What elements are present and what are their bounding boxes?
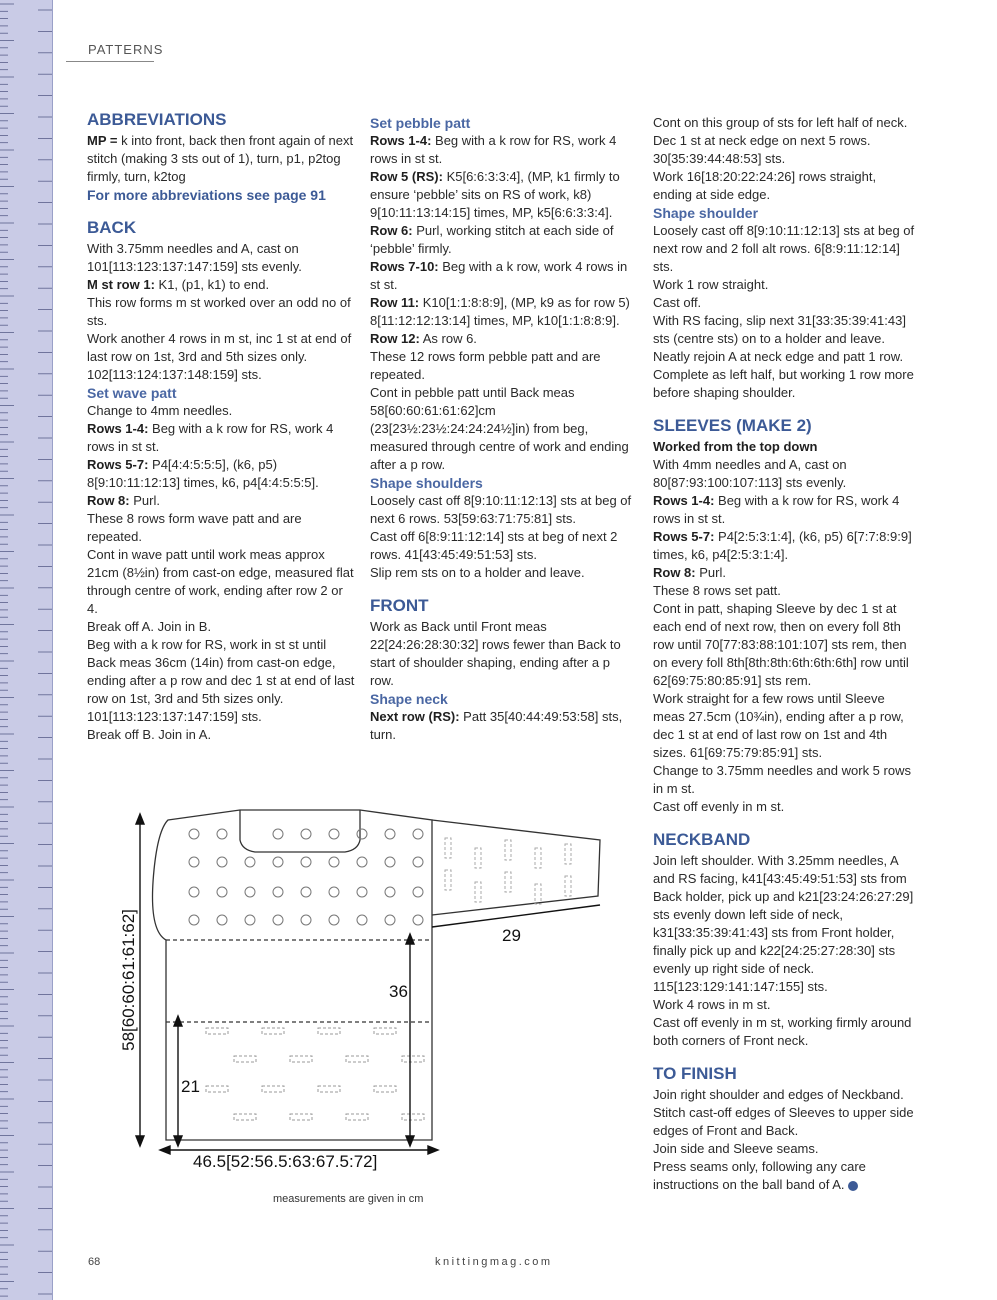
pebble-mark	[273, 829, 283, 839]
sleeves-para-5: Change to 3.75mm needles and work 5 rows in m st.	[653, 763, 911, 796]
sleeve-mark	[475, 848, 481, 868]
wave-label: 21	[181, 1077, 200, 1096]
pebble-mark	[301, 857, 311, 867]
pebble-mark	[245, 915, 255, 925]
pebble-mark	[357, 915, 367, 925]
wave-pattern	[206, 1028, 424, 1120]
wave-para-4: Break off A. Join in B.	[87, 619, 212, 634]
back-heading: BACK	[87, 218, 137, 237]
pebble-mark	[329, 857, 339, 867]
neckband-para-3: Cast off evenly in m st, working firmly around both corners of Front neck.	[653, 1015, 912, 1048]
sleeve-pattern	[445, 838, 571, 904]
mst-term: M st row 1:	[87, 277, 155, 292]
sleeve-outline	[432, 820, 600, 915]
neckband-para-1: Join left shoulder. With 3.25mm needles, A and RS facing, k41[43:45:49:51:53] sts from Back holder, pick up and k21[23:24:26:27:29] sts evenly down left side of neck, k31[33:35:39:41:43] sts from Front holder, finally pick up and k22[24:25:27:28:30] sts evenly up right side of neck. 115[123:129:141:147:155] sts.	[653, 853, 914, 994]
sleeve-mark	[475, 882, 481, 902]
pebble-row-12	[370, 330, 632, 348]
pebble-mark	[385, 887, 395, 897]
front-para-1: Work as Back until Front meas 22[24:26:28:30:32] rows fewer than Back to start of shoulder shaping, ending after a p row.	[370, 619, 621, 688]
pebble-mark	[189, 887, 199, 897]
pebble-mark	[385, 857, 395, 867]
rows-text: Patt 35[40:44:49:53:58] sts, turn.	[370, 709, 623, 742]
neck-para-1: Cont on this group of sts for left half of neck.	[653, 115, 908, 130]
shoulder-para-1: Loosely cast off 8[9:10:11:12:13] sts at beg of next row and 2 foll alt rows. 6[8:9:11:12:14] sts.	[653, 223, 915, 274]
neck-para-3: Work 16[18:20:22:24:26] rows straight, ending at side edge.	[653, 169, 877, 202]
pebble-mark	[357, 829, 367, 839]
shoulder-para-4: With RS facing, slip next 31[33:35:39:41:43] sts (centre sts) on to a holder and leave. Neatly rejoin A at neck edge and patt 1 row.	[653, 313, 906, 364]
sleeve-mark	[565, 844, 571, 864]
sleeve-arrow	[432, 905, 600, 927]
column-2	[370, 114, 632, 744]
shoulders-para-2: Cast off 6[8:9:11:12:14] sts at beg of next 2 rows. 41[43:45:49:51:53] sts.	[370, 529, 618, 562]
body-label: 36	[389, 982, 408, 1001]
back-para-2: This row forms m st worked over an odd no of sts.	[87, 295, 351, 328]
sleeves-rows-5-7	[653, 528, 918, 564]
shoulder-para-3: Cast off.	[653, 295, 702, 310]
pebble-mark	[273, 915, 283, 925]
side-ruler	[0, 0, 53, 1300]
neck-para-2: Dec 1 st at neck edge on next 5 rows. 30[35:39:44:48:53] sts.	[653, 133, 871, 166]
sleeve-mark	[565, 876, 571, 896]
wave-para-5: Beg with a k row for RS, work in st st until Back meas 36cm (14in) from cast-on edge, ending after a p row and dec 1 st at end of last row on 1st, 3rd and 5th sizes only. 101[113:123:137:147:159] sts.	[87, 637, 355, 724]
sleeves-para-2: These 8 rows set patt.	[653, 583, 781, 598]
rows-term: Row 12:	[370, 331, 420, 346]
sleeves-heading: SLEEVES (MAKE 2)	[653, 416, 812, 435]
finish-para-2: Join side and Sleeve seams.	[653, 1141, 819, 1156]
to-finish-heading: TO FINISH	[653, 1064, 737, 1083]
pebble-row-11	[370, 294, 632, 330]
pebble-mark	[385, 829, 395, 839]
rows-term: Row 6:	[370, 223, 413, 238]
shoulder-para-5: Complete as left half, but working 1 row more before shaping shoulder.	[653, 367, 914, 400]
finish-para-1: Join right shoulder and edges of Neckband. Stitch cast-off edges of Sleeves to upper side edges of Front and Back.	[653, 1087, 914, 1138]
pebble-mark	[413, 857, 423, 867]
sleeve-mark	[505, 872, 511, 892]
rows-text: Purl.	[695, 565, 726, 580]
pebble-row-6	[370, 222, 632, 258]
front-heading: FRONT	[370, 596, 429, 615]
wave-mark	[318, 1028, 340, 1034]
pebble-mark	[413, 915, 423, 925]
pebble-mark	[273, 887, 283, 897]
pebble-mark	[189, 857, 199, 867]
wave-mark	[290, 1056, 312, 1062]
wave-mark	[234, 1056, 256, 1062]
pebble-rows-1-4	[370, 132, 632, 168]
rows-term: Rows 1-4:	[370, 133, 432, 148]
rows-term: Rows 1-4:	[653, 493, 715, 508]
column-3	[653, 114, 918, 1194]
header-rule	[66, 61, 154, 62]
pebble-mark	[217, 857, 227, 867]
rows-text: Beg with a k row for RS, work 4 rows in st st.	[370, 133, 617, 166]
pebble-mark	[273, 857, 283, 867]
pebble-mark	[217, 829, 227, 839]
shoulders-para-3: Slip rem sts on to a holder and leave.	[370, 565, 585, 580]
pebble-row-5	[370, 168, 632, 222]
sleeves-para-3: Cont in patt, shaping Sleeve by dec 1 st at each end of next row, then on every foll 8th row until 70[77:83:88:101:107] sts rem, then on every foll 8th[8th:8th:6th:6th:6th] row until 62[69:75:80:85:91] sts rem.	[653, 601, 909, 688]
pebble-mark	[357, 857, 367, 867]
mst-text: K1, (p1, k1) to end.	[154, 277, 270, 292]
shoulder-para-2: Work 1 row straight.	[653, 277, 769, 292]
rows-term: Row 5 (RS):	[370, 169, 443, 184]
rows-term: Rows 1-4:	[87, 421, 149, 436]
wave-mark	[262, 1086, 284, 1092]
wave-mark	[234, 1114, 256, 1120]
pebble-mark	[329, 887, 339, 897]
section-label: PATTERNS	[88, 42, 164, 57]
mp-definition	[87, 132, 355, 186]
abbreviations-heading: ABBREVIATIONS	[87, 110, 227, 129]
shape-shoulders-heading: Shape shoulders	[370, 475, 483, 491]
wave-mark	[206, 1028, 228, 1034]
rows-term: Next row (RS):	[370, 709, 460, 724]
wave-para-1: Change to 4mm needles.	[87, 403, 233, 418]
rows-term: Row 8:	[653, 565, 696, 580]
sleeve-mark	[505, 840, 511, 860]
pebble-mark	[301, 915, 311, 925]
rows-text: As row 6.	[419, 331, 477, 346]
wave-mark	[374, 1028, 396, 1034]
mst-row	[87, 276, 355, 294]
rows-term: Rows 5-7:	[653, 529, 715, 544]
rows-term: Row 11:	[370, 295, 420, 310]
wave-rows-5-7	[87, 456, 355, 492]
rows-text: P4[2:5:3:1:4], (k6, p5) 6[7:7:8:9:9] times, k6, p4[2:5:3:1:4].	[653, 529, 912, 562]
pebble-mark	[385, 915, 395, 925]
wave-mark	[290, 1114, 312, 1120]
finish-text: Press seams only, following any care instructions on the ball band of A.	[653, 1159, 866, 1192]
sleeve-mark	[445, 870, 451, 890]
pebble-mark	[245, 857, 255, 867]
wave-para-2: These 8 rows form wave patt and are repeated.	[87, 511, 302, 544]
sleeves-rows-1-4	[653, 492, 918, 528]
rows-text: Purl.	[129, 493, 160, 508]
pebble-mark	[217, 887, 227, 897]
sleeves-para-1: With 4mm needles and A, cast on 80[87:93:100:107:113] sts evenly.	[653, 457, 847, 490]
end-mark-icon	[848, 1181, 858, 1191]
pebble-rows-7-10	[370, 258, 632, 294]
mp-text: k into front, back then front again of next stitch (making 3 sts out of 1), turn, p1, p2tog firmly, turn, k2tog	[87, 133, 354, 184]
wave-mark	[402, 1114, 424, 1120]
site-url: knittingmag.com	[435, 1256, 553, 1268]
rows-text: Beg with a k row, work 4 rows in st st.	[370, 259, 628, 292]
rows-text: K10[1:1:8:8:9], (MP, k9 as for row 5) 8[11:12:12:13:14] times, MP, k10[1:1:8:8:9].	[370, 295, 630, 328]
length-label: 58[60:60:61:61:62]	[119, 909, 138, 1051]
back-para-3: Work another 4 rows in m st, inc 1 st at end of last row on 1st, 3rd and 5th sizes only. 102[113:124:137:148:159] sts.	[87, 331, 352, 382]
pebble-mark	[413, 887, 423, 897]
rows-term: Rows 7-10:	[370, 259, 439, 274]
width-label: 46.5[52:56.5:63:67.5:72]	[193, 1152, 378, 1171]
rows-text: Beg with a k row for RS, work 4 rows in st st.	[87, 421, 334, 454]
neck-next-row	[370, 708, 632, 744]
rows-text: P4[4:4:5:5:5], (k6, p5) 8[9:10:11:12:13] times, k6, p4[4:4:5:5:5].	[87, 457, 319, 490]
rows-text: K5[6:6:3:3:4], (MP, k1 firmly to ensure ‘pebble’ sits on RS of work, k8) 9[10:11:13:14:15] times, MP, k5[6:6:3:3:4].	[370, 169, 620, 220]
sleeves-subheading: Worked from the top down	[653, 439, 818, 454]
pebble-mark	[245, 887, 255, 897]
pebble-mark	[217, 915, 227, 925]
wave-mark	[346, 1056, 368, 1062]
sleeve-mark	[445, 838, 451, 858]
diagram-caption: measurements are given in cm	[273, 1193, 424, 1205]
pebble-para-1: These 12 rows form pebble patt and are repeated.	[370, 349, 601, 382]
wave-rows-1-4	[87, 420, 355, 456]
neck-outline	[240, 810, 360, 852]
sleeve-mark	[535, 884, 541, 904]
pebble-mark	[189, 829, 199, 839]
wave-mark	[346, 1114, 368, 1120]
wave-mark	[206, 1086, 228, 1092]
rows-term: Rows 5-7:	[87, 457, 149, 472]
wave-mark	[262, 1028, 284, 1034]
wave-mark	[374, 1086, 396, 1092]
sleeves-para-4: Work straight for a few rows until Sleeve meas 27.5cm (10¾in), ending after a p row, dec 1 st at end of last row on 1st and 4th sizes. 61[69:75:79:85:91] sts.	[653, 691, 904, 760]
sleeve-label: 29	[502, 926, 521, 945]
finish-para-3	[653, 1158, 918, 1194]
rows-text: Beg with a k row for RS, work 4 rows in st st.	[653, 493, 900, 526]
pebble-mark	[329, 915, 339, 925]
rows-text: Purl, working stitch at each side of ‘pebble’ firmly.	[370, 223, 614, 256]
pebble-mark	[301, 829, 311, 839]
shoulders-para-1: Loosely cast off 8[9:10:11:12:13] sts at beg of next 6 rows. 53[59:63:71:75:81] sts.	[370, 493, 632, 526]
neckband-heading: NECKBAND	[653, 830, 751, 849]
sleeves-row-8	[653, 564, 918, 582]
back-para-1: With 3.75mm needles and A, cast on 101[113:123:137:147:159] sts evenly.	[87, 241, 302, 274]
garment-schematic	[110, 800, 620, 1180]
page-number: 68	[88, 1256, 101, 1268]
pebble-patt-heading: Set pebble patt	[370, 115, 471, 131]
wave-row-8	[87, 492, 355, 510]
shape-shoulder-heading: Shape shoulder	[653, 205, 759, 221]
pebble-mark	[329, 829, 339, 839]
pebble-mark	[189, 915, 199, 925]
mp-term: MP =	[87, 133, 118, 148]
wave-patt-heading: Set wave patt	[87, 385, 177, 401]
column-1	[87, 110, 355, 744]
sleeve-mark	[535, 848, 541, 868]
ruler-ticks	[0, 0, 52, 1300]
pebble-mark	[357, 887, 367, 897]
pebble-mark	[301, 887, 311, 897]
rows-term: Row 8:	[87, 493, 130, 508]
more-abbreviations-link[interactable]: For more abbreviations see page 91	[87, 187, 326, 203]
sleeves-para-6: Cast off evenly in m st.	[653, 799, 785, 814]
wave-para-3: Cont in wave patt until work meas approx 21cm (8½in) from cast-on edge, measured flat through centre of work, ending after row 2 or 4.	[87, 547, 354, 616]
wave-mark	[318, 1086, 340, 1092]
wave-mark	[402, 1056, 424, 1062]
pebble-mark	[413, 829, 423, 839]
pebble-para-2: Cont in pebble patt until Back meas 58[60:60:61:61:62]cm (23[23½:23½:24:24:24½]in) from beg, measured through centre of work and ending after a p row.	[370, 385, 629, 472]
wave-para-6: Break off B. Join in A.	[87, 727, 212, 742]
pebble-pattern	[189, 829, 423, 925]
shape-neck-heading: Shape neck	[370, 691, 448, 707]
neckband-para-2: Work 4 rows in m st.	[653, 997, 771, 1012]
